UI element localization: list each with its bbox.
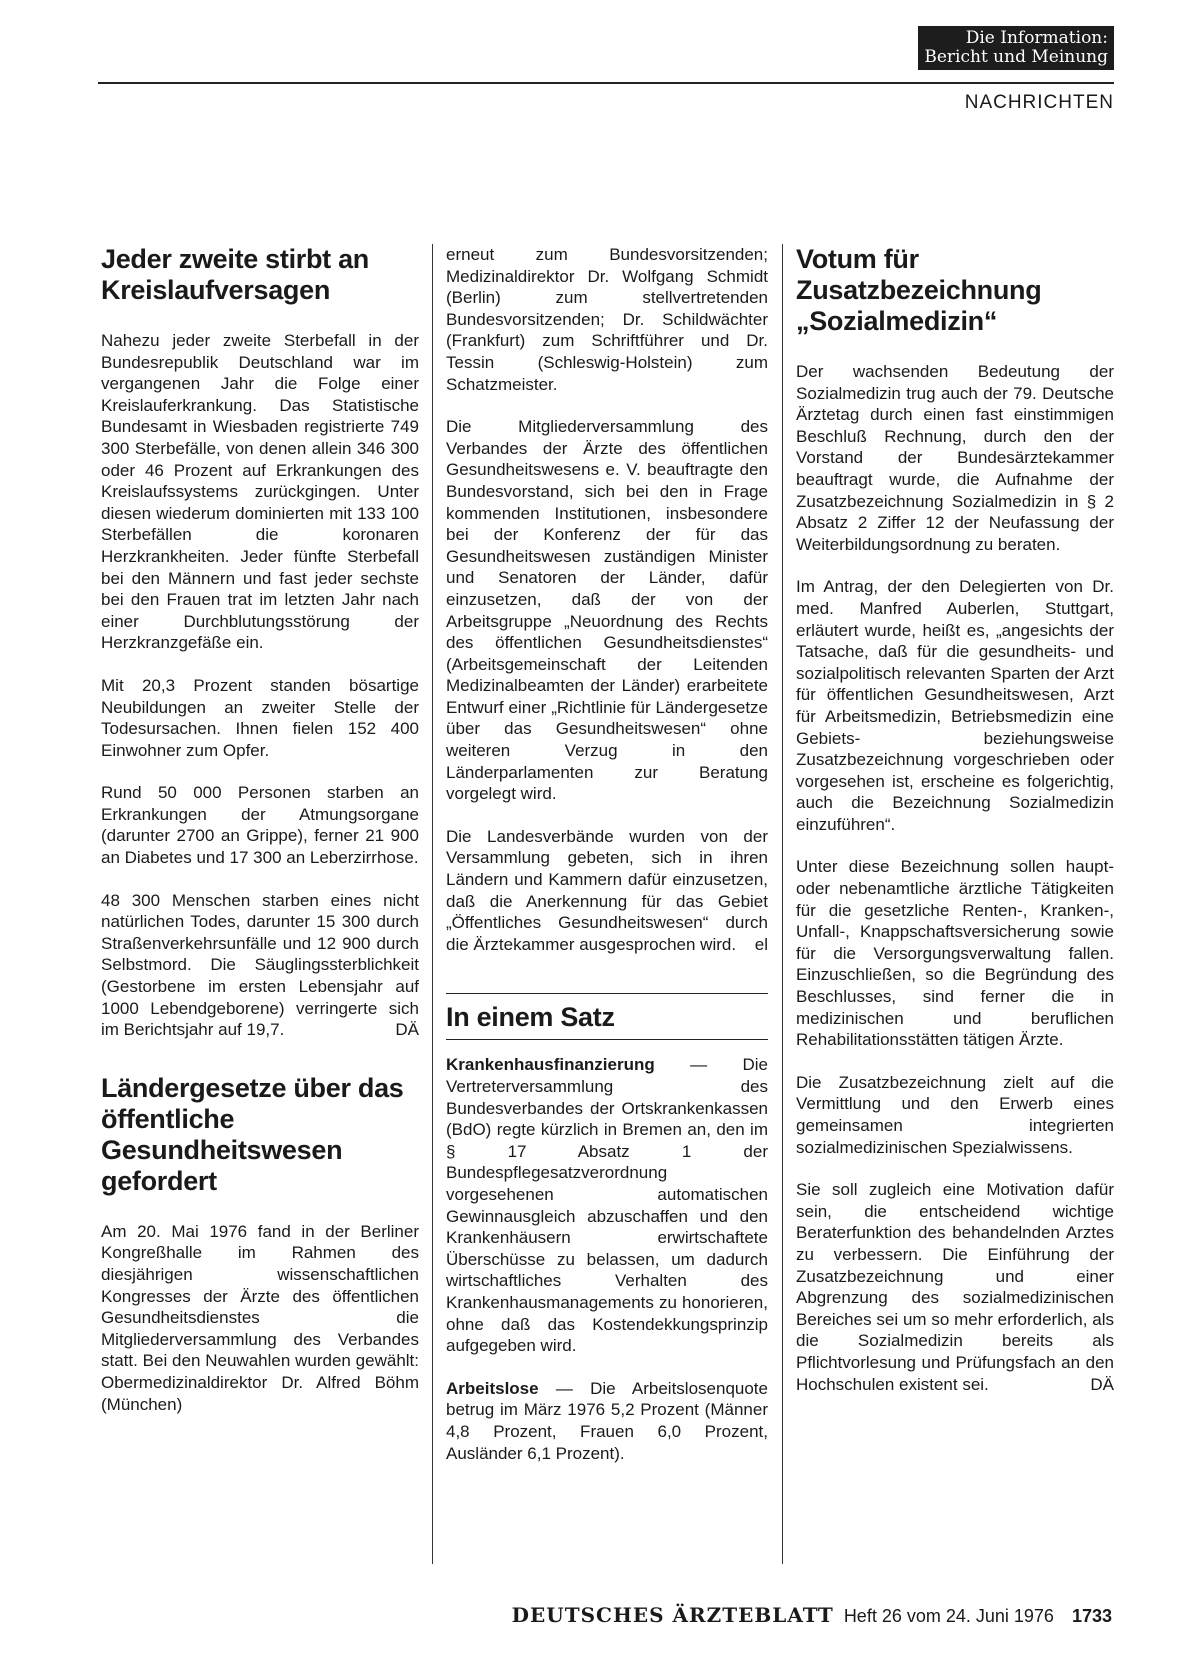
article-text: 48 300 Menschen starben eines nicht natürlichen Todes, darunter 15 300 durch Straßenverkehrsunfälle und 12 900 durch Selbstmord. Die Säuglingssterblichkeit (Gestorbene im ersten Lebensjahr auf 1000 Lebendgeborene) verringerte sich im Berichtsjahr auf 19,7.	[101, 890, 419, 1040]
column-3	[796, 244, 1114, 1416]
article-paragraph: Die Zusatzbezeichnung zielt auf die Vermittlung und den Erwerb eines gemeinsamen integrierten sozialmedizinischen Spezialwissens.	[796, 1072, 1114, 1157]
column-2	[446, 244, 768, 1485]
article-paragraph: Nahezu jeder zweite Sterbefall in der Bundesrepublik Deutschland war im vergangenen Jahr die Folge einer Kreislauferkrankung. Das Statistische Bundesamt in Wiesbaden registrierte 749 300 Sterbefälle, von denen allein 346 300 oder 46 Prozent auf Erkrankungen des Kreislaufssystems zurückgingen. Unter diesen wiederum dominierten mit 133 100 Sterbefällen die koronaren Herzkrankheiten. Jeder fünfte Sterbefall bei den Männern und fast jeder sechste bei den Frauen trat im letzten Jahr nach einer Durchblutungsstörung der Herzkranzgefäße ein.	[101, 331, 419, 653]
article-paragraph: Mit 20,3 Prozent standen bösartige Neubildungen an zweiter Stelle der Todesursachen. Ihnen fielen 152 400 Einwohner zum Opfer.	[101, 675, 419, 760]
article-paragraph: Im Antrag, der den Delegierten von Dr. med. Manfred Auberlen, Stuttgart, erläutert wurde, heißt es, „angesichts der Tatsache, daß für die gesundheits- und sozialpolitisch relevanten Sparten der Arzt für öffentlichen Gesundheitswesen, Arzt für Arbeitsmedizin, Betriebsmedizin eine Gebiets- beziehungsweise Zusatzbezeichnung vorgeschrieben oder vorgesehen ist, erscheine es folgerichtig, auch die Bezeichnung Sozialmedizin einzuführen“.	[796, 577, 1114, 834]
column-divider-1	[432, 244, 433, 1564]
header-tag	[918, 26, 1114, 70]
article-paragraph	[446, 826, 768, 956]
page-footer	[512, 1603, 1112, 1627]
news-brief-text: — Die Arbeitslosenquote betrug im März 1976 5,2 Prozent (Männer 4,8 Prozent, Frauen 6,0 Prozent, Ausländer 6,1 Prozent).	[446, 1378, 768, 1463]
news-brief	[446, 1378, 768, 1464]
article-paragraph: Am 20. Mai 1976 fand in der Berliner Kongreßhalle im Rahmen des diesjährigen wissenschaftlichen Kongresses der Ärzte des öffentlichen Gesundheitsdienstes die Mitgliederversammlung des Verbandes statt. Bei den Neuwahlen wurden gewählt: Obermedizinaldirektor Dr. Alfred Böhm (München)	[101, 1221, 419, 1414]
header-rule	[98, 82, 1114, 84]
article-paragraph	[101, 890, 419, 1041]
article-paragraph: Rund 50 000 Personen starben an Erkrankungen der Atmungsorgane (darunter 2700 an Grippe), ferner 21 900 an Diabetes und 17 300 an Leberzirrhose.	[101, 783, 419, 868]
article-paragraph	[796, 1179, 1114, 1395]
article-title-sozialmedizin: Votum für Zusatzbezeichnung „Sozialmedizin“	[796, 244, 1042, 336]
news-brief-lead: Krankenhausfinanzierung	[446, 1055, 655, 1075]
article-title-kreislauf: Jeder zweite stirbt an Kreislaufversagen	[101, 244, 369, 305]
section-title-in-einem-satz: In einem Satz	[446, 1002, 615, 1033]
article-text: Die Landesverbände wurden von der Versammlung gebeten, sich in ihren Ländern und Kammern dafür einzusetzen, daß die Anerkennung für das Gebiet „Öffentliches Gesundheitswesen“ durch die Ärztekammer ausgesprochen wird.	[446, 826, 768, 954]
author-signature: DÄ	[395, 1020, 419, 1040]
section-label: NACHRICHTEN	[964, 92, 1114, 113]
page-number: 1733	[1071, 1606, 1112, 1626]
in-einem-satz-header	[446, 993, 768, 1040]
article-title-laendergesetze: Ländergesetze über das öffentliche Gesundheitswesen gefordert	[101, 1072, 404, 1196]
issue-info: Heft 26 vom 24. Juni 1976	[843, 1606, 1054, 1626]
masthead: DEUTSCHES ÄRZTEBLATT	[511, 1603, 834, 1627]
article-paragraph: Die Mitgliederversammlung des Verbandes der Ärzte des öffentlichen Gesundheitswesens e. V. beauftragte den Bundesvorstand, sich bei den in Frage kommenden Institutionen, insbesondere bei der Konferenz der für das Gesundheitswesen zuständigen Minister und Senatoren der Länder, dafür einzusetzen, daß der von der Arbeitsgruppe „Neuordnung des Rechts des öffentlichen Gesundheitsdienstes“ (Arbeitsgemeinschaft der Leitenden Medizinalbeamten der Länder) erarbeitete Entwurf einer „Richtlinie für Ländergesetze über das Gesundheitswesen“ ohne weiteren Verzug in den Länderparlamenten zur Beratung vorgelegt wird.	[446, 417, 768, 804]
header-tag-line1: Die Information:	[965, 28, 1108, 48]
article-paragraph: erneut zum Bundesvorsitzenden; Medizinaldirektor Dr. Wolfgang Schmidt (Berlin) zum stellvertretenden Bundesvorsitzenden; Dr. Schildwächter (Frankfurt) zum Schriftführer und Dr. Tessin (Schleswig-Holstein) zum Schatzmeister.	[446, 245, 768, 394]
news-brief-text: — Die Vertreterversammlung des Bundesverbandes der Ortskrankenkassen (BdO) regte kürzlich in Bremen an, den im § 17 Absatz 1 der Bundespflegesatzverordnung vorgesehenen automatischen Gewinnausgleich abzuschaffen und den Krankenhäusern erwirtschaftete Überschüsse zu belassen, um dadurch wirtschaftliches Verhalten des Krankenhausmanagements zu honorieren, ohne daß das Kostendekkungsprinzip aufgegeben wird.	[446, 1055, 768, 1356]
author-signature: el	[754, 934, 768, 954]
header-tag-line2: Bericht und Meinung	[924, 47, 1108, 67]
column-1	[101, 244, 419, 1436]
news-brief-lead: Arbeitslose	[446, 1378, 539, 1398]
author-signature: DÄ	[1090, 1374, 1114, 1394]
article-paragraph: Der wachsenden Bedeutung der Sozialmedizin trug auch der 79. Deutsche Ärztetag durch einen fast einstimmigen Beschluß Rechnung, durch den der Vorstand der Bundesärztekammer beauftragt wurde, die Aufnahme der Zusatzbezeichnung Sozialmedizin in § 2 Absatz 2 Ziffer 12 der Neufassung der Weiterbildungsordnung zu beraten.	[796, 362, 1114, 554]
news-brief	[446, 1054, 768, 1356]
article-paragraph: Unter diese Bezeichnung sollen haupt- oder nebenamtliche ärztliche Tätigkeiten für die gesetzliche Renten-, Kranken-, Unfall-, Knappschaftsversicherung sowie für die Versorgungsverwaltung fallen. Einzuschließen, so die Begründung des Beschlusses, sind ferner die in medizinischen und beruflichen Rehabilitationsstätten tätigen Ärzte.	[796, 857, 1114, 1050]
article-text: Sie soll zugleich eine Motivation dafür sein, die entscheidend wichtige Beraterfunktion des behandelnden Arztes zu verbessern. Die Einführung der Zusatzbezeichnung und einer Abgrenzung des sozialmedizinischen Bereiches sei um so mehr erforderlich, als die Sozialmedizin bereits als Pflichtvorlesung und Prüfungsfach an den Hochschulen existent sei.	[796, 1180, 1114, 1394]
column-divider-2	[782, 244, 783, 1564]
